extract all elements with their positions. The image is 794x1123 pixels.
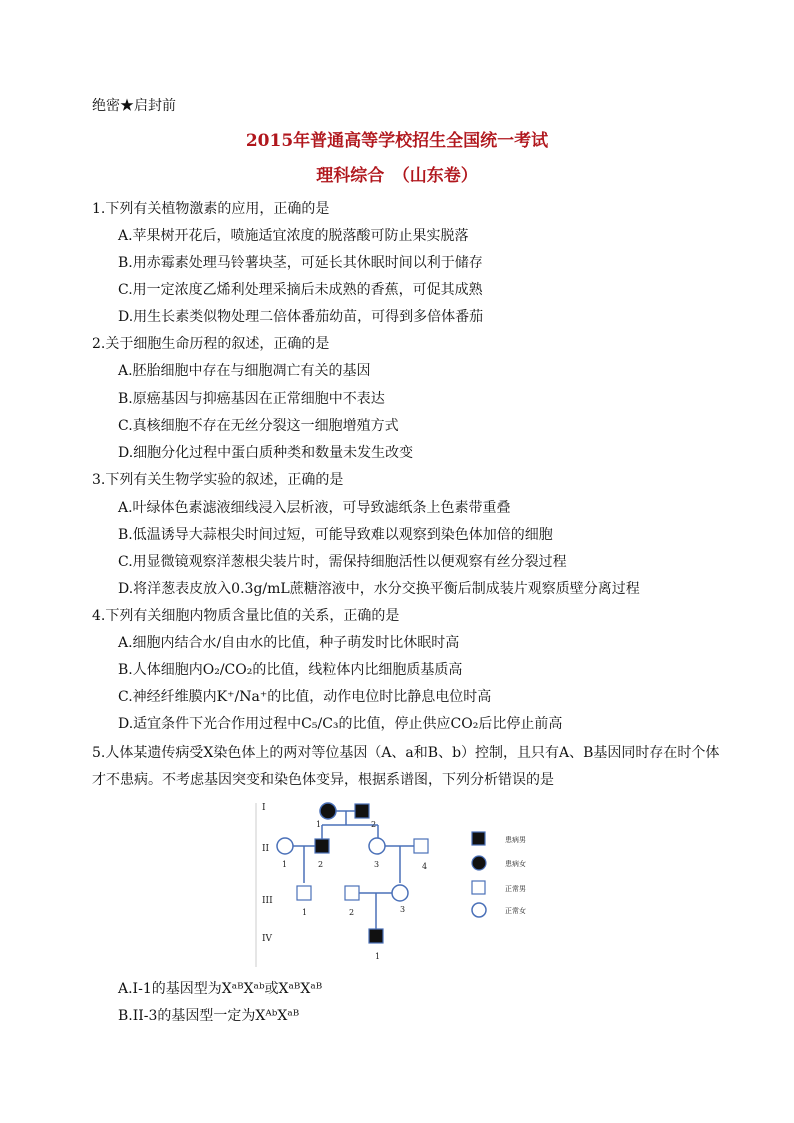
question-1-option-a: A.苹果树开花后，喷施适宜浓度的脱落酸可防止果实脱落 bbox=[118, 228, 469, 244]
question-5-stem: 5.人体某遗传病受X染色体上的两对等位基因（A、a和B、b）控制，且只有A、B基因同时存在时个体才不患病。不考虑基因突变和染色体变异，根据系谱图，下列分析错误的是 bbox=[92, 745, 720, 788]
legend-normal-male-symbol bbox=[472, 881, 485, 894]
pedigree-ii-2-label: 2 bbox=[318, 860, 324, 869]
pedigree-ii-4-label: 4 bbox=[422, 862, 428, 871]
question-2-option-b: B.原癌基因与抑癌基因在正常细胞中不表达 bbox=[118, 391, 385, 407]
question-1-stem: 1.下列有关植物激素的应用，正确的是 bbox=[92, 201, 330, 217]
question-5-option-b: B.II-3的基因型一定为XᴬᵇXᵃᴮ bbox=[118, 1008, 300, 1024]
legend-normal-female-label: 正常女 bbox=[505, 907, 526, 915]
question-3-stem: 3.下列有关生物学实验的叙述，正确的是 bbox=[92, 472, 344, 488]
question-3-option-a: A.叶绿体色素滤液细线浸入层析液，可导致滤纸条上色素带重叠 bbox=[118, 500, 511, 516]
generation-label-2: II bbox=[262, 844, 270, 854]
pedigree-chart bbox=[250, 795, 550, 970]
legend-affected-male-label: 患病男 bbox=[505, 836, 526, 844]
generation-label-1: I bbox=[262, 803, 266, 813]
legend-affected-female-symbol bbox=[472, 856, 486, 870]
question-2-stem: 2.关于细胞生命历程的叙述，正确的是 bbox=[92, 336, 330, 352]
question-2-option-c: C.真核细胞不存在无丝分裂这一细胞增殖方式 bbox=[118, 418, 399, 434]
pedigree-ii-1-label: 1 bbox=[282, 860, 288, 869]
question-3-option-c: C.用显微镜观察洋葱根尖装片时，需保持细胞活性以便观察有丝分裂过程 bbox=[118, 554, 567, 570]
question-4-option-c: C.神经纤维膜内K⁺/Na⁺的比值，动作电位时比静息电位时高 bbox=[118, 689, 492, 705]
legend-normal-female-symbol bbox=[472, 903, 486, 917]
pedigree-ii-3-label: 3 bbox=[374, 860, 380, 869]
question-1-option-d: D.用生长素类似物处理二倍体番茄幼苗，可得到多倍体番茄 bbox=[118, 309, 484, 325]
pedigree-iv-1-affected-male bbox=[369, 929, 383, 943]
pedigree-i-2-label: 2 bbox=[371, 820, 377, 829]
question-4-stem: 4.下列有关细胞内物质含量比值的关系，正确的是 bbox=[92, 608, 400, 624]
exam-title: 2015年普通高等学校招生全国统一考试 bbox=[245, 131, 549, 151]
pedigree-iii-3-label: 3 bbox=[400, 905, 406, 914]
pedigree-i-2-affected-male bbox=[355, 804, 369, 818]
legend-normal-male-label: 正常男 bbox=[505, 885, 526, 893]
pedigree-i-1-label: 1 bbox=[316, 820, 322, 829]
generation-label-4: IV bbox=[262, 934, 273, 944]
question-2-option-a: A.胚胎细胞中存在与细胞凋亡有关的基因 bbox=[118, 363, 371, 379]
question-4-option-b: B.人体细胞内O₂/CO₂的比值，线粒体内比细胞质基质高 bbox=[118, 662, 463, 678]
question-3-option-d: D.将洋葱表皮放入0.3g/mL蔗糖溶液中，水分交换平衡后制成装片观察质壁分离过程 bbox=[118, 581, 640, 597]
question-1-option-c: C.用一定浓度乙烯利处理采摘后未成熟的香蕉，可促其成熟 bbox=[118, 282, 483, 298]
question-4-option-a: A.细胞内结合水/自由水的比值，种子萌发时比休眠时高 bbox=[118, 635, 460, 651]
pedigree-iii-1-normal-male bbox=[297, 886, 311, 900]
pedigree-ii-4-normal-male bbox=[414, 839, 428, 853]
question-1-option-b: B.用赤霉素处理马铃薯块茎，可延长其休眠时间以利于储存 bbox=[118, 255, 483, 271]
exam-subtitle: 理科综合 （山东卷） bbox=[316, 166, 478, 186]
legend-affected-male-symbol bbox=[472, 832, 485, 845]
pedigree-i-1-affected-female bbox=[320, 803, 336, 819]
legend-affected-female-label: 患病女 bbox=[505, 860, 526, 868]
question-3-option-b: B.低温诱导大蒜根尖时间过短，可能导致难以观察到染色体加倍的细胞 bbox=[118, 527, 553, 543]
pedigree-iv-1-label: 1 bbox=[375, 952, 381, 961]
pedigree-iii-2-normal-male bbox=[345, 886, 359, 900]
question-2-option-d: D.细胞分化过程中蛋白质种类和数量未发生改变 bbox=[118, 445, 414, 461]
generation-label-3: III bbox=[262, 896, 273, 906]
question-4-option-d: D.适宜条件下光合作用过程中C₅/C₃的比值，停止供应CO₂后比停止前高 bbox=[118, 716, 563, 732]
pedigree-iii-2-label: 2 bbox=[349, 908, 355, 917]
secret-label: 绝密★启封前 bbox=[92, 98, 176, 114]
pedigree-ii-3-normal-female bbox=[369, 838, 385, 854]
pedigree-iii-1-label: 1 bbox=[302, 908, 308, 917]
pedigree-iii-3-normal-female bbox=[392, 885, 408, 901]
question-5-option-a: A.I-1的基因型为XᵃᴮXᵃᵇ或XᵃᴮXᵃᴮ bbox=[118, 981, 323, 997]
pedigree-ii-2-affected-male bbox=[315, 839, 329, 853]
pedigree-ii-1-normal-female bbox=[277, 838, 293, 854]
